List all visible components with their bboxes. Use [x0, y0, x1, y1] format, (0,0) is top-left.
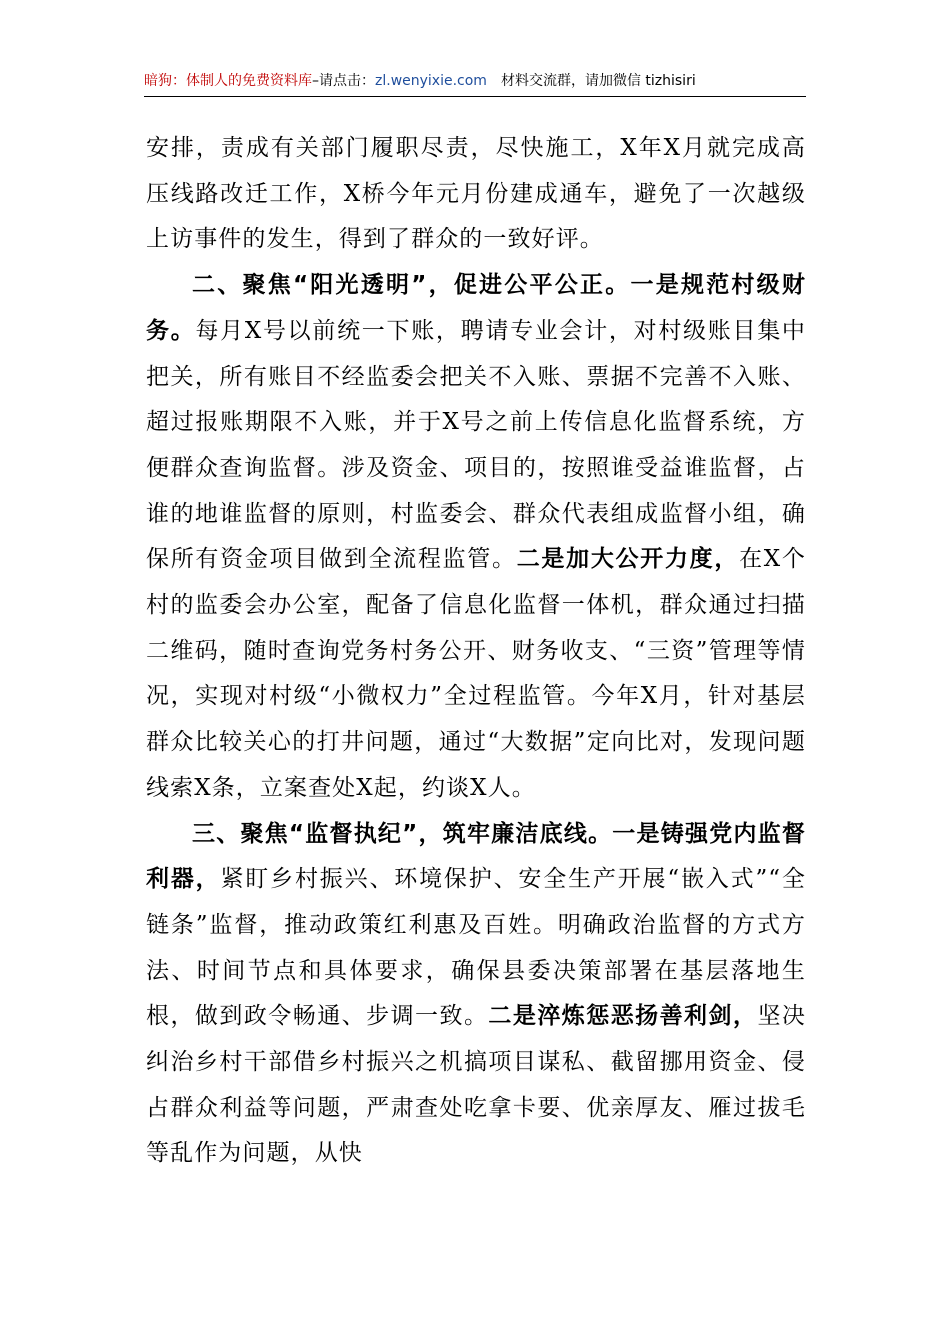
subpoint-heading: 一是铸强党内监督利器， [146, 820, 806, 893]
page-header [144, 66, 806, 97]
header-click-prompt: –请点击： [312, 73, 375, 89]
subpoint-heading: 二是淬炼惩恶扬善利剑， [488, 1003, 758, 1030]
section-heading: 二、聚焦“阳光透明”，促进公平公正。 [192, 272, 631, 299]
header-link[interactable]: zl.wenyixie.com [375, 73, 487, 89]
document-body [146, 126, 806, 1177]
text-run: 坚决纠治乡村干部借乡村振兴之机搞项目谋私、截留挪用资金、侵占群众利益等问题，严肃查处吃拿卡要、优亲厚友、雁过拔毛等乱作为问题，从快 [146, 1003, 806, 1167]
header-brand: 暗狗：体制人的免费资料库 [144, 73, 312, 89]
subpoint-heading: 二是加大公开力度， [516, 546, 740, 573]
header-group-info: 材料交流群，请加微信 tizhisiri [500, 73, 696, 89]
text-run: 紧盯乡村振兴、环境保护、安全生产开展“嵌入式”“全链条”监督，推动政策红利惠及百姓。明确政治监督的方式方法、时间节点和具体要求，确保县委决策部署在基层落地生根，做到政令畅通、步调一致。 [146, 866, 806, 1030]
paragraph-section-2 [146, 263, 806, 811]
subpoint-heading: 一是规范村级财务。 [146, 272, 806, 344]
section-heading: 三、聚焦“监督执纪”，筑牢廉洁底线。 [192, 820, 613, 847]
text-run: 每月X号以前统一下账，聘请专业会计，对村级账目集中把关，所有账目不经监委会把关不入账、票据不完善不入账、超过报账期限不入账，并于X号之前上传信息化监督系统，方便群众查询监督。涉及资金、项目的，按照谁受益谁监督，占谁的地谁监督的原则，村监委会、群众代表组成监督小组，确保所有资金项目做到全流程监管。 [146, 317, 807, 573]
text-run: 在X个村的监委会办公室，配备了信息化监督一体机，群众通过扫描二维码，随时查询党务村务公开、财务收支、“三资”管理等情况，实现对村级“小微权力”全过程监管。今年X月，针对基层群众比较关心的打井问题，通过“大数据”定向比对，发现问题线索X条，立案查处X起，约谈X人。 [146, 546, 806, 801]
text-run: 安排，责成有关部门履职尽责，尽快施工，X年X月就完成高压线路改迁工作，X桥今年元月份建成通车，避免了一次越级上访事件的发生，得到了群众的一致好评。 [146, 135, 806, 253]
paragraph-section-3 [146, 812, 806, 1178]
paragraph-continuation [146, 126, 806, 263]
